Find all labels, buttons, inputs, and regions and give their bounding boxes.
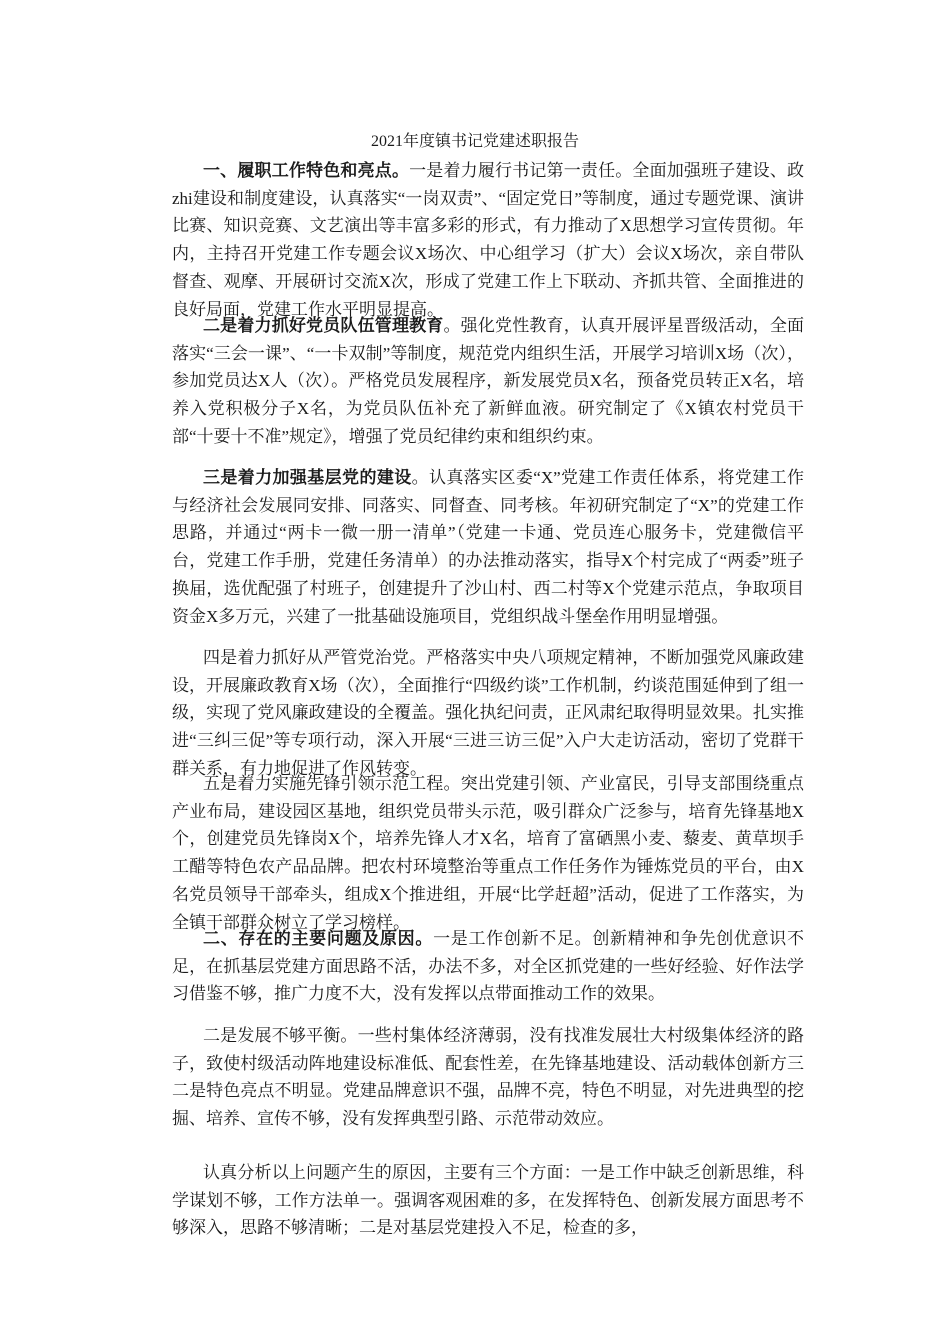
document-title: 2021年度镇书记党建述职报告 [370, 133, 579, 150]
paragraph-1 [172, 157, 804, 323]
paragraph-lead: 二是着力抓好党员队伍管理教育 [203, 316, 444, 335]
paragraph-lead: 二、存在的主要问题及原因。 [203, 929, 434, 948]
paragraph-text: 一是工作创新不足。创新精神和争先创优意识不足，在抓基层党建方面思路不活，办法不多，对全区抓党建的一些好经验、好作法学习借鉴不够，推广力度不大，没有发挥以点带面推动工作的效果。 [172, 929, 805, 1004]
paragraph-2 [172, 312, 804, 451]
paragraph-6 [172, 925, 804, 1008]
paragraph-text: 。强化党性教育，认真开展评星晋级活动，全面落实“三会一课”、“一卡双制”等制度，规范党内组织生活，开展学习培训X场（次），参加党员达X人（次）。严格党员发展程序，新发展党员X名，预备党员转正X名，培养入党积极分子X名，为党员队伍补充了新鲜血液。研究制定了《X镇农村党员干部“十要十不准”规定》，增强了党员纪律约束和组织约束。 [172, 316, 805, 446]
paragraph-text: 四是着力抓好从严管党治党。严格落实中央八项规定精神，不断加强党风廉政建设，开展廉政教育X场（次），全面推行“四级约谈”工作机制，约谈范围延伸到了组一级，实现了党风廉政建设的全覆盖。强化执纪问责，正风肃纪取得明显效果。扎实推进“三纠三促”等专项行动，深入开展“三进三访三促”入户大走访活动，密切了党群干群关系，有力地促进了作风转变。 [172, 648, 804, 778]
paragraph-7 [172, 1022, 804, 1133]
paragraph-text: 五是着力实施先锋引领示范工程。突出党建引领、产业富民，引导支部围绕重点产业布局，建设园区基地，组织党员带头示范，吸引群众广泛参与，培育先锋基地X个，创建党员先锋岗X个，培养先锋人才X名，培育了富硒黑小麦、藜麦、黄草坝手工醋等特色农产品品牌。把农村环境整治等重点工作任务作为锤炼党员的平台，由X名党员领导干部牵头，组成X个推进组，开展“比学赶超”活动，促进了工作落实，为全镇干部群众树立了学习榜样。 [172, 774, 804, 932]
paragraph-3 [172, 464, 804, 630]
paragraph-text: 二是发展不够平衡。一些村集体经济薄弱，没有找准发展壮大村级集体经济的路子，致使村级活动阵地建设标准低、配套性差，在先锋基地建设、活动载体创新方三二是特色亮点不明显。党建品牌意识不强，品牌不亮，特色不明显，对先进典型的挖掘、培养、宣传不够，没有发挥典型引路、示范带动效应。 [172, 1026, 804, 1129]
paragraph-8 [172, 1159, 804, 1242]
paragraph-5 [172, 770, 804, 936]
paragraph-text: 认真分析以上问题产生的原因，主要有三个方面：一是工作中缺乏创新思维，科学谋划不够，工作方法单一。强调客观困难的多，在发挥特色、创新发展方面思考不够深入，思路不够清晰；二是对基层党建投入不足，检查的多， [172, 1163, 804, 1238]
paragraph-lead: 三是着力加强基层党的建设 [203, 468, 412, 487]
paragraph-text: 。认真落实区委“X”党建工作责任体系，将党建工作与经济社会发展同安排、同落实、同督查、同考核。年初研究制定了“X”的党建工作思路，并通过“两卡一微一册一清单”（党建一卡通、党员连心服务卡，党建微信平台，党建工作手册，党建任务清单）的办法推动落实，指导X个村完成了“两委”班子换届，选优配强了村班子，创建提升了沙山村、西二村等X个党建示范点，争取项目资金X多万元，兴建了一批基础设施项目，党组织战斗堡垒作用明显增强。 [172, 468, 804, 626]
paragraph-lead: 一、履职工作特色和亮点。 [203, 161, 410, 180]
paragraph-text: 一是着力履行书记第一责任。全面加强班子建设、政zhi建设和制度建设，认真落实“一岗双责”、“固定党日”等制度，通过专题党课、演讲比赛、知识竞赛、文艺演出等丰富多彩的形式，有力推动了X思想学习宣传贯彻。年内，主持召开党建工作专题会议X场次、中心组学习（扩大）会议X场次，亲自带队督查、观摩、开展研讨交流X次，形成了党建工作上下联动、齐抓共管、全面推进的良好局面，党建工作水平明显提高。 [172, 161, 805, 319]
paragraph-4 [172, 644, 804, 783]
